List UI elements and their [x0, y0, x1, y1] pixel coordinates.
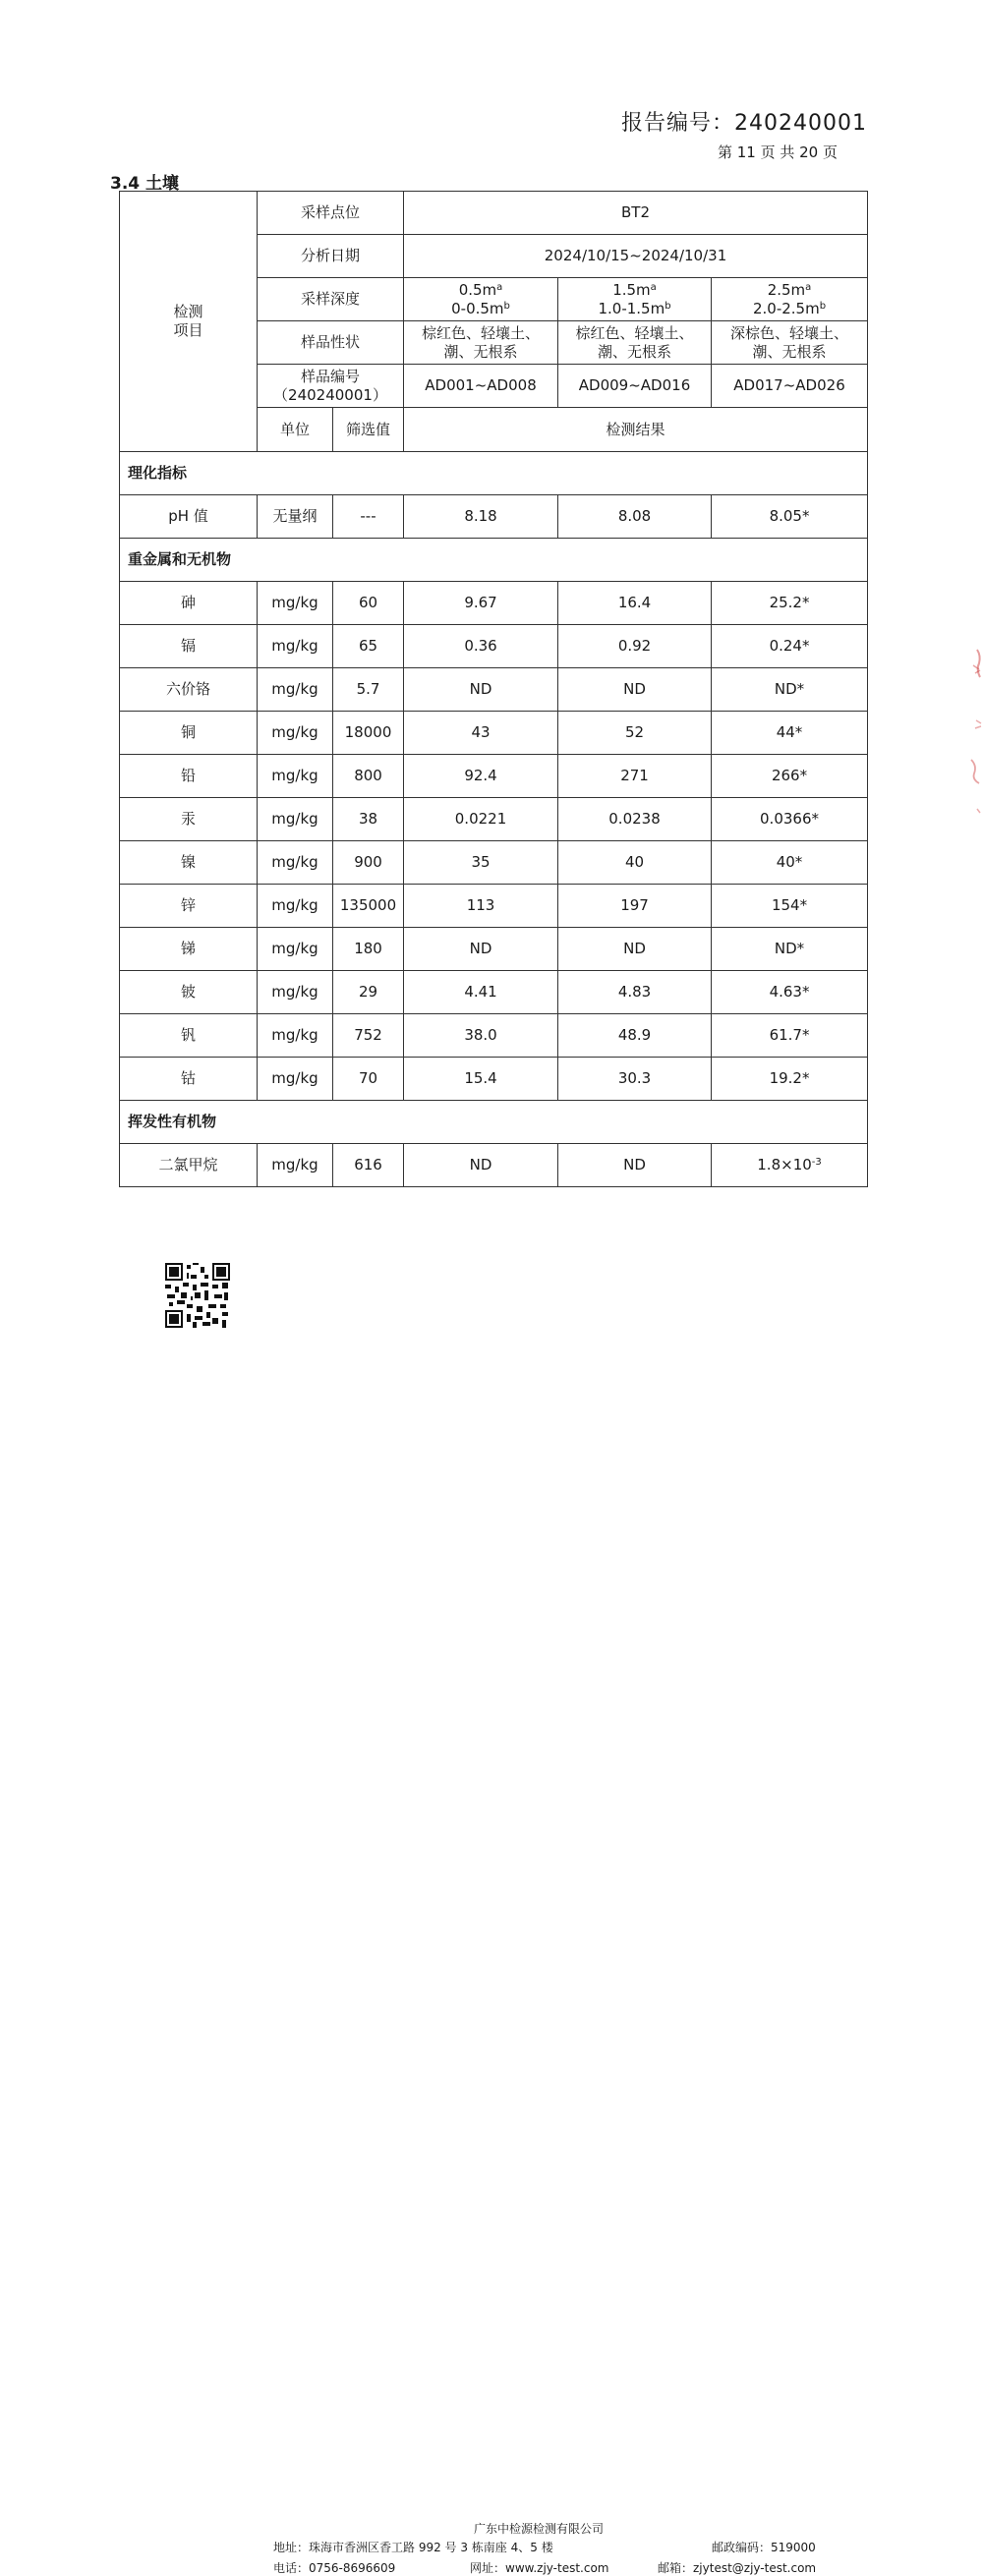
table-row	[120, 712, 868, 755]
category-row	[120, 539, 868, 582]
email: 邮箱：zjytest@zjy-test.com	[658, 2561, 817, 2575]
result-value: ND	[404, 1144, 558, 1187]
depth-range: $2.0-2.5m^b$	[752, 299, 827, 317]
item-unit: mg/kg	[258, 712, 333, 755]
table-row	[120, 1144, 868, 1187]
item-unit: 无量纲	[258, 495, 333, 539]
property-label: 样品性状	[258, 321, 404, 365]
postcode: 邮政编码：519000	[712, 2541, 816, 2554]
result-value: 266*	[712, 755, 868, 798]
item-unit: mg/kg	[258, 971, 333, 1014]
table-row	[120, 495, 868, 539]
item-name: 六价铬	[120, 668, 258, 712]
screening-value: 38	[333, 798, 404, 841]
category-row	[120, 1101, 868, 1144]
category-title: 挥发性有机物	[120, 1101, 868, 1144]
item-name: 汞	[120, 798, 258, 841]
screening-value: 900	[333, 841, 404, 885]
footnote-b-mark: b	[819, 300, 827, 312]
item-name: 镍	[120, 841, 258, 885]
property-cell: 深棕色、轻壤土、 潮、无根系	[712, 321, 868, 365]
footnote-a-mark: a	[496, 281, 503, 293]
exponent: -3	[811, 1157, 822, 1168]
item-unit: mg/kg	[258, 798, 333, 841]
result-value: 113	[404, 885, 558, 928]
section-title: 3.4 土壤	[110, 174, 180, 194]
item-name: 砷	[120, 582, 258, 625]
item-name: 铅	[120, 755, 258, 798]
item-name: 钴	[120, 1058, 258, 1101]
company-name: 广东中检源检测有限公司	[474, 2522, 605, 2536]
result-value: 30.3	[558, 1058, 712, 1101]
result-value: 4.63*	[712, 971, 868, 1014]
result-value: 25.2*	[712, 582, 868, 625]
depth-range: $1.0-1.5m^b$	[598, 299, 671, 317]
depth-cell	[712, 278, 868, 321]
screening-value: 65	[333, 625, 404, 668]
depth-sample-point: $1.5m^a$	[612, 280, 657, 299]
item-unit: mg/kg	[258, 1144, 333, 1187]
sampling-point-value: BT2	[404, 192, 868, 235]
result-value: 0.92	[558, 625, 712, 668]
footnote-b-mark: b	[503, 300, 510, 312]
result-value: 16.4	[558, 582, 712, 625]
result-value: 0.0221	[404, 798, 558, 841]
sample-no-label: 样品编号 （240240001）	[258, 365, 404, 408]
item-unit: mg/kg	[258, 668, 333, 712]
result-value: 19.2*	[712, 1058, 868, 1101]
result-value: 40*	[712, 841, 868, 885]
property-cell: 棕红色、轻壤土、 潮、无根系	[558, 321, 712, 365]
red-seal-stamp-edge	[963, 644, 983, 830]
table-row	[120, 582, 868, 625]
item-name: 镉	[120, 625, 258, 668]
page-number: 第 11 页 共 20 页	[717, 143, 838, 161]
table-row	[120, 841, 868, 885]
result-value: 8.08	[558, 495, 712, 539]
result-value: 38.0	[404, 1014, 558, 1058]
depth-sample-point: $0.5m^a$	[458, 280, 503, 299]
result-value: ND	[558, 928, 712, 971]
screening-value: ---	[333, 495, 404, 539]
result-value: ND*	[712, 928, 868, 971]
table-row	[120, 798, 868, 841]
table-row	[120, 1058, 868, 1101]
website: 网址：www.zjy-test.com	[470, 2561, 609, 2575]
result-value: ND	[558, 1144, 712, 1187]
table-row	[120, 971, 868, 1014]
result-value: 48.9	[558, 1014, 712, 1058]
screening-value: 616	[333, 1144, 404, 1187]
property-cell: 棕红色、轻壤土、 潮、无根系	[404, 321, 558, 365]
result-value: 8.18	[404, 495, 558, 539]
soil-results-table	[119, 191, 868, 1187]
category-title: 理化指标	[120, 452, 868, 495]
result-value: 271	[558, 755, 712, 798]
screening-value: 800	[333, 755, 404, 798]
sampling-point-label: 采样点位	[258, 192, 404, 235]
result-value: 8.05*	[712, 495, 868, 539]
table-row	[120, 625, 868, 668]
unit-header: 单位	[258, 408, 333, 452]
category-title: 重金属和无机物	[120, 539, 868, 582]
sample-no-cell: AD017~AD026	[712, 365, 868, 408]
result-value: 15.4	[404, 1058, 558, 1101]
sample-no-cell: AD001~AD008	[404, 365, 558, 408]
item-name: 铍	[120, 971, 258, 1014]
company-address: 地址：珠海市香洲区香工路 992 号 3 栋南座 4、5 楼	[273, 2541, 553, 2554]
item-unit: mg/kg	[258, 885, 333, 928]
result-value: 0.24*	[712, 625, 868, 668]
result-value: 4.83	[558, 971, 712, 1014]
table-row	[120, 885, 868, 928]
screen-value-header: 筛选值	[333, 408, 404, 452]
table-row	[120, 1014, 868, 1058]
item-name: pH 值	[120, 495, 258, 539]
result-value: ND	[404, 928, 558, 971]
sample-no-cell: AD009~AD016	[558, 365, 712, 408]
screening-value: 752	[333, 1014, 404, 1058]
footnote-b-mark: b	[665, 300, 671, 312]
result-value: 44*	[712, 712, 868, 755]
table-row	[120, 755, 868, 798]
depth-sample-point: $2.5m^a$	[767, 280, 812, 299]
footnote-a-mark: a	[805, 281, 812, 293]
item-name: 钒	[120, 1014, 258, 1058]
category-row	[120, 452, 868, 495]
result-value: 52	[558, 712, 712, 755]
depth-cell	[558, 278, 712, 321]
analysis-date-label: 分析日期	[258, 235, 404, 278]
result-header: 检测结果	[404, 408, 868, 452]
analysis-date-value: 2024/10/15~2024/10/31	[404, 235, 868, 278]
phone: 电话：0756-8696609	[273, 2561, 396, 2575]
depth-cell	[404, 278, 558, 321]
result-value: 154*	[712, 885, 868, 928]
table-row	[120, 668, 868, 712]
item-name: 二氯甲烷	[120, 1144, 258, 1187]
screening-value: 70	[333, 1058, 404, 1101]
depth-range: $0-0.5m^b$	[451, 299, 510, 317]
item-name: 铜	[120, 712, 258, 755]
depth-label: 采样深度	[258, 278, 404, 321]
result-value: 35	[404, 841, 558, 885]
result-value: $1.8\times 10^{-3}$	[712, 1144, 868, 1187]
item-unit: mg/kg	[258, 841, 333, 885]
result-value: 43	[404, 712, 558, 755]
table-row	[120, 928, 868, 971]
screening-value: 18000	[333, 712, 404, 755]
result-value: 0.0238	[558, 798, 712, 841]
result-value: 61.7*	[712, 1014, 868, 1058]
item-unit: mg/kg	[258, 928, 333, 971]
result-value: 0.36	[404, 625, 558, 668]
item-name: 锌	[120, 885, 258, 928]
result-value: ND	[404, 668, 558, 712]
result-value: 9.67	[404, 582, 558, 625]
screening-value: 29	[333, 971, 404, 1014]
report-number: 报告编号：240240001	[621, 111, 867, 136]
item-unit: mg/kg	[258, 582, 333, 625]
footnote-a-mark: a	[650, 281, 657, 293]
screening-value: 180	[333, 928, 404, 971]
test-item-header: 检测 项目	[120, 192, 258, 452]
item-unit: mg/kg	[258, 755, 333, 798]
result-value: 40	[558, 841, 712, 885]
result-value: 4.41	[404, 971, 558, 1014]
qr-code-icon	[165, 1263, 230, 1328]
result-value: 92.4	[404, 755, 558, 798]
screening-value: 5.7	[333, 668, 404, 712]
result-value: 197	[558, 885, 712, 928]
screening-value: 60	[333, 582, 404, 625]
result-value: 0.0366*	[712, 798, 868, 841]
item-name: 锑	[120, 928, 258, 971]
item-unit: mg/kg	[258, 1058, 333, 1101]
screening-value: 135000	[333, 885, 404, 928]
item-unit: mg/kg	[258, 1014, 333, 1058]
result-value: ND*	[712, 668, 868, 712]
item-unit: mg/kg	[258, 625, 333, 668]
result-value: ND	[558, 668, 712, 712]
